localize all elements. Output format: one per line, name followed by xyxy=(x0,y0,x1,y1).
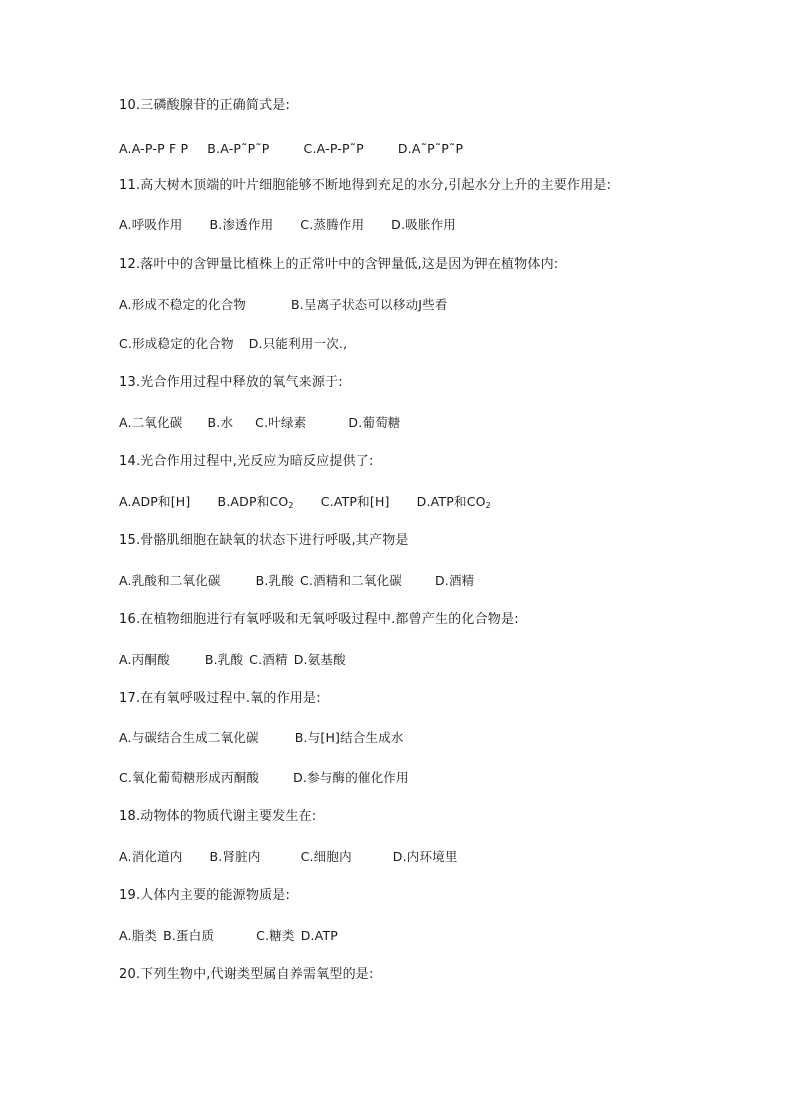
option-d: D.ATP xyxy=(300,928,339,943)
option-a: A.形成不稳定的化合物 xyxy=(119,297,247,312)
question-18-stem: 18.动物体的物质代谢主要发生在: xyxy=(119,809,317,824)
question-17-options-row1 xyxy=(119,730,404,746)
option-b: B.乳酸 xyxy=(255,573,294,588)
question-17-stem: 17.在有氧呼吸过程中.氧的作用是: xyxy=(119,691,321,706)
option-c: C.细胞内 xyxy=(300,849,352,864)
option-b: B.肾脏内 xyxy=(209,849,261,864)
question-12-options-row2 xyxy=(119,336,347,352)
option-b: B.与[H]结合生成水 xyxy=(294,730,404,745)
option-a: A.呼吸作用 xyxy=(119,217,183,232)
option-a: A.A-P-P F P xyxy=(119,141,189,156)
option-a: A.二氧化碳 xyxy=(119,415,183,430)
option-c: C.形成稳定的化合物 xyxy=(119,336,234,351)
question-18-options xyxy=(119,849,458,865)
question-11-stem: 11.高大树木顶端的叶片细胞能够不断地得到充足的水分,引起水分上升的主要作用是: xyxy=(119,178,612,193)
option-a: A.乳酸和二氧化碳 xyxy=(119,573,221,588)
option-b: B.呈离子状态可以移动J些看 xyxy=(291,297,448,312)
question-10-options xyxy=(119,141,463,157)
option-b: B.乳酸 xyxy=(204,652,244,667)
question-13-options xyxy=(119,415,400,431)
option-c: C.蒸腾作用 xyxy=(300,217,365,232)
option-b: B.蛋白质 xyxy=(163,928,215,943)
question-12-options-row1 xyxy=(119,297,448,313)
option-d: D.ATP和$CO_2$ xyxy=(416,494,491,510)
question-14-options xyxy=(119,494,491,510)
question-19-stem: 19.人体内主要的能源物质是: xyxy=(119,888,291,903)
option-b: B.A-P˜P˜P xyxy=(207,141,270,156)
option-c: C.氧化葡萄糖形成丙酮酸 xyxy=(119,770,260,785)
option-c: C.酒精和二氧化碳 xyxy=(299,573,402,588)
question-19-options xyxy=(119,928,338,944)
option-a: A.消化道内 xyxy=(119,849,183,864)
question-20-stem: 20.下列生物中,代谢类型属自养需氧型的是: xyxy=(119,967,374,982)
question-15-stem: 15.骨骼肌细胞在缺氧的状态下进行呼吸,其产物是 xyxy=(119,533,409,548)
option-d: D.A˜P˜P˜P xyxy=(397,141,464,156)
question-17-options-row2 xyxy=(119,770,409,786)
option-d: D.只能利用一次., xyxy=(248,336,348,351)
option-a: A.脂类 xyxy=(119,928,158,943)
option-c: C.叶绿素 xyxy=(255,415,307,430)
option-d: D.吸胀作用 xyxy=(391,217,456,232)
option-b: B.渗透作用 xyxy=(209,217,274,232)
question-16-stem: 16.在植物细胞进行有氧呼吸和无氧呼吸过程中.都曾产生的化合物是: xyxy=(119,612,519,627)
option-c: C.A-P-P˜P xyxy=(303,141,364,156)
option-d: D.氨基酸 xyxy=(293,652,346,667)
question-16-options xyxy=(119,652,346,668)
option-a: A.丙酮酸 xyxy=(119,652,170,667)
question-10-stem: 10.三磷酸腺苷的正确简式是: xyxy=(119,98,291,113)
option-d: D.酒精 xyxy=(434,573,475,588)
option-d: D.葡萄糖 xyxy=(348,415,401,430)
option-c: C.糖类 xyxy=(256,928,295,943)
option-c: C.酒精 xyxy=(249,652,288,667)
option-d: D.参与酶的催化作用 xyxy=(293,770,409,785)
question-13-stem: 13.光合作用过程中释放的氧气来源于: xyxy=(119,375,343,390)
question-11-options xyxy=(119,217,456,233)
question-14-stem: 14.光合作用过程中,光反应为暗反应提供了: xyxy=(119,454,374,469)
question-12-stem: 12.落叶中的含钾量比植株上的正常叶中的含钾量低,这是因为钾在植物体内: xyxy=(119,257,559,272)
option-b: B.ADP和$CO_2$ xyxy=(217,494,294,510)
question-15-options xyxy=(119,573,474,589)
option-a: A.ADP和[H] xyxy=(119,494,191,509)
option-d: D.内环境里 xyxy=(392,849,458,864)
option-c: C.ATP和[H] xyxy=(320,494,390,509)
option-b: B.水 xyxy=(207,415,234,430)
option-a: A.与碳结合生成二氧化碳 xyxy=(119,730,259,745)
